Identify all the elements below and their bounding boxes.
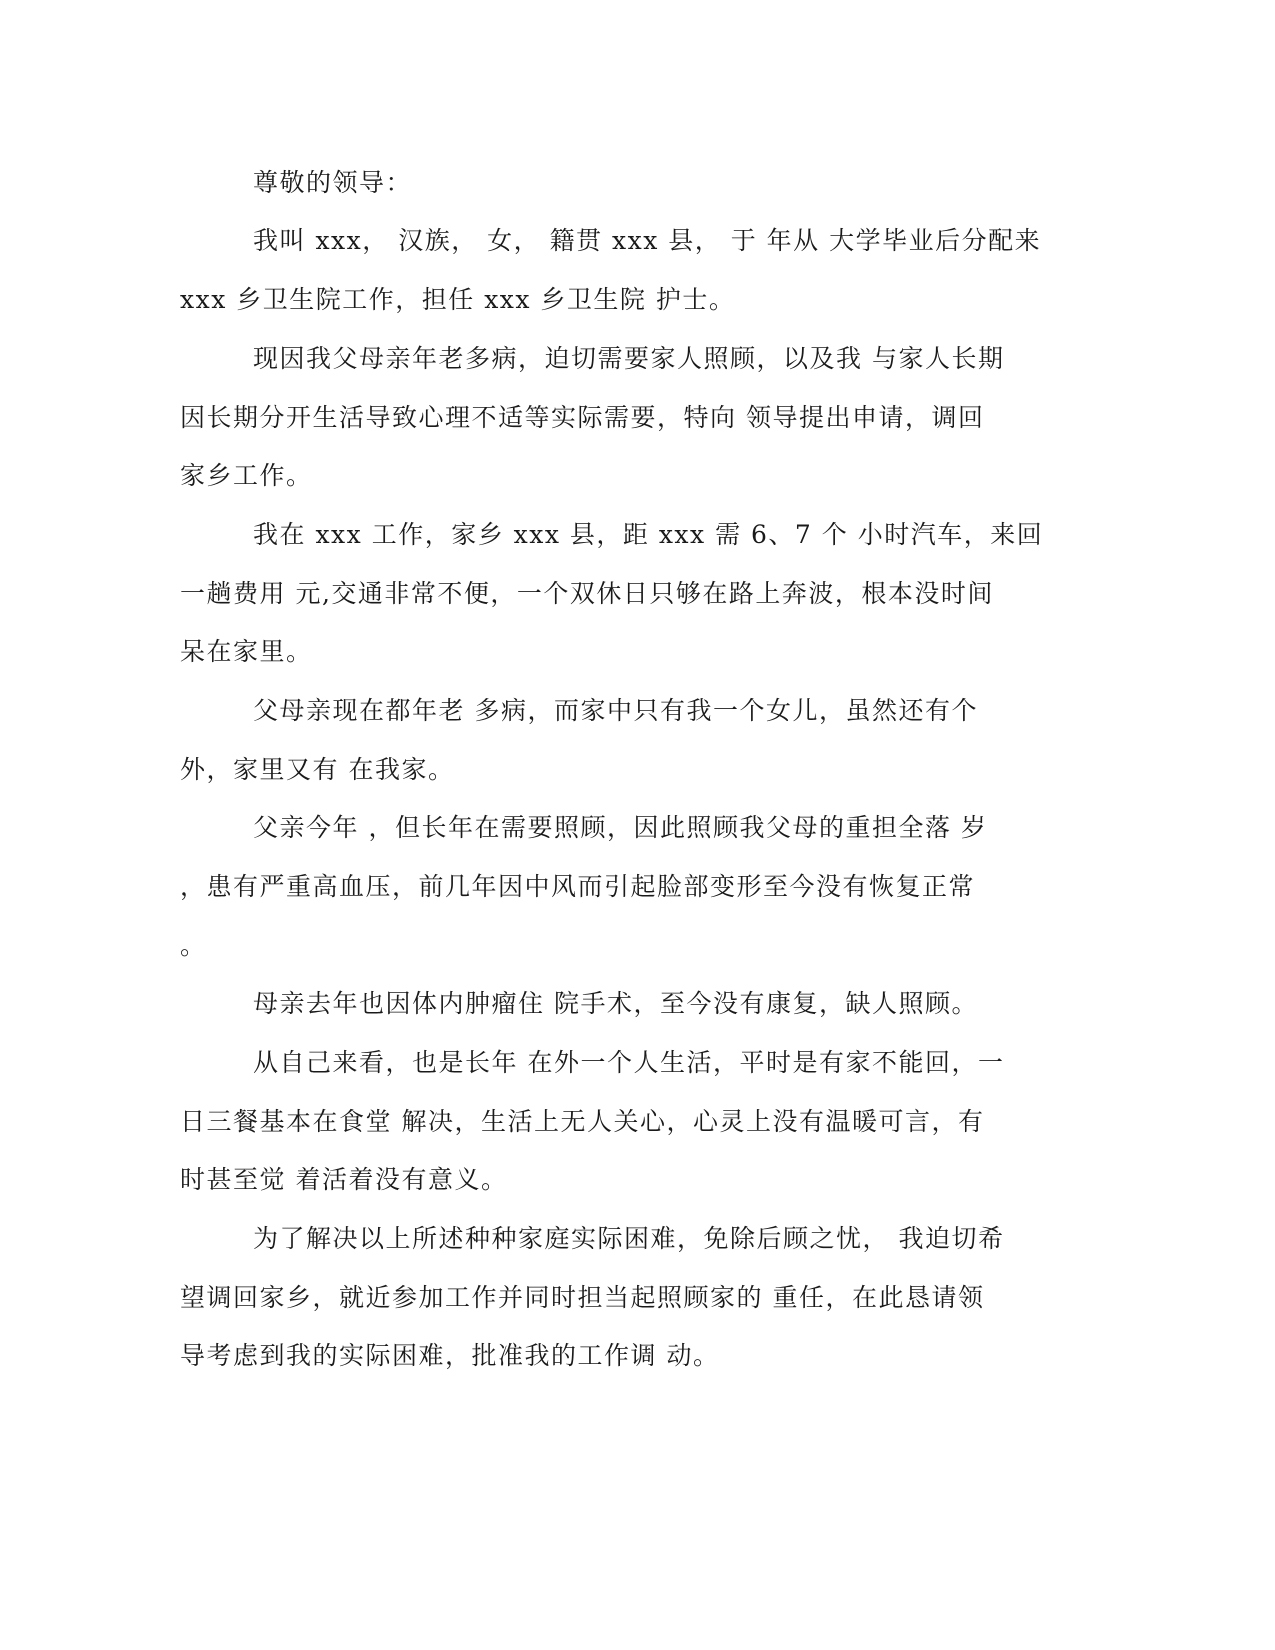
paragraph-4-line-2: 外，家里又有 在我家。 [180,755,455,784]
paragraph-3-line-1: 我在 xxx 工作，家乡 xxx 县，距 xxx 需 6、7 个 小时汽车，来回 [253,520,1044,549]
paragraph-7-line-2: 日三餐基本在食堂 解决，生活上无人关心，心灵上没有温暖可言，有 [180,1107,985,1136]
paragraph-3-line-2: 一趟费用 元,交通非常不便，一个双休日只够在路上奔波，根本没时间 [180,579,994,608]
paragraph-3-line-3: 呆在家里。 [180,637,313,666]
paragraph-7-line-3: 时甚至觉 着活着没有意义。 [180,1165,508,1194]
paragraph-8-line-3: 导考虑到我的实际困难，批准我的工作调 动。 [180,1341,720,1370]
paragraph-2-line-3: 家乡工作。 [180,461,313,490]
paragraph-1-line-1: 我叫 xxx， 汉族， 女， 籍贯 xxx 县， 于 年从 大学毕业后分配来 [253,226,1042,255]
paragraph-7-line-1: 从自己来看，也是长年 在外一个人生活，平时是有家不能回，一 [253,1048,1005,1077]
paragraph-4-line-1: 父母亲现在都年老 多病，而家中只有我一个女儿，虽然还有个 [253,696,978,725]
paragraph-8-line-2: 望调回家乡，就近参加工作并同时担当起照顾家的 重任，在此恳请领 [180,1283,985,1312]
paragraph-8-line-1: 为了解决以上所述种种家庭实际困难，免除后顾之忧， 我迫切希 [253,1224,1005,1253]
paragraph-5-line-3: 。 [180,931,207,960]
paragraph-6-line-1: 母亲去年也因体内肿瘤住 院手术，至今没有康复，缺人照顾。 [253,989,978,1018]
paragraph-2-line-2: 因长期分开生活导致心理不适等实际需要，特向 领导提出申请，调回 [180,403,985,432]
salutation: 尊敬的领导： [253,168,413,197]
paragraph-2-line-1: 现因我父母亲年老多病，迫切需要家人照顾，以及我 与家人长期 [253,344,1005,373]
paragraph-1-line-2: xxx 乡卫生院工作，担任 xxx 乡卫生院 护士。 [180,285,736,314]
paragraph-5-line-1: 父亲今年 ，但长年在需要照顾，因此照顾我父母的重担全落 岁 [253,813,988,842]
paragraph-5-line-2: ，患有严重高血压，前几年因中风而引起脸部变形至今没有恢复正常 [180,872,976,901]
